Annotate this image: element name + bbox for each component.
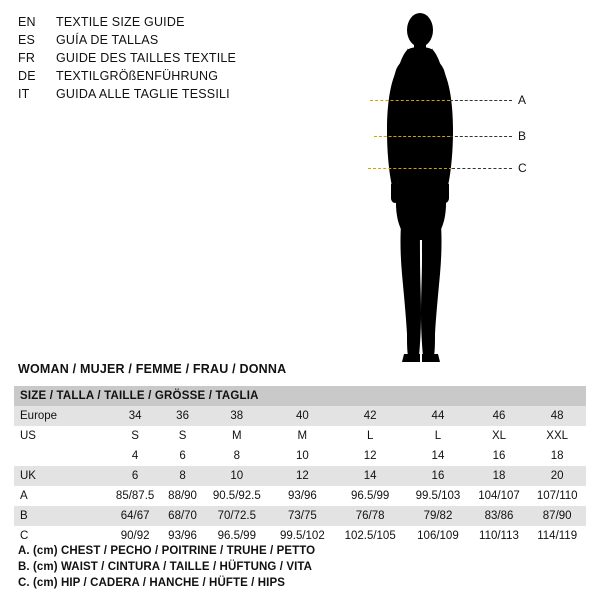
cell: 90/92 bbox=[108, 526, 162, 546]
cell: L bbox=[406, 426, 469, 446]
cell: M bbox=[203, 426, 271, 446]
language-row bbox=[18, 86, 348, 103]
cell: 79/82 bbox=[406, 506, 469, 526]
table-row bbox=[14, 426, 586, 446]
cell: 6 bbox=[162, 446, 203, 466]
table-row bbox=[14, 466, 586, 486]
language-text: TEXTILE SIZE GUIDE bbox=[56, 15, 185, 29]
cell: 70/72.5 bbox=[203, 506, 271, 526]
cell: 114/119 bbox=[528, 526, 586, 546]
language-row bbox=[18, 32, 348, 49]
table-row bbox=[14, 506, 586, 526]
cell: 6 bbox=[108, 466, 162, 486]
cell: 40 bbox=[271, 406, 334, 426]
measure-label-b: B bbox=[518, 129, 527, 143]
cell: 14 bbox=[406, 446, 469, 466]
measure-leader-waist bbox=[450, 136, 512, 138]
cell: 93/96 bbox=[162, 526, 203, 546]
cell: 102.5/105 bbox=[334, 526, 406, 546]
cell: 12 bbox=[271, 466, 334, 486]
cell: 107/110 bbox=[528, 486, 586, 506]
cell: 90.5/92.5 bbox=[203, 486, 271, 506]
language-header bbox=[18, 14, 348, 104]
measure-line-chest bbox=[370, 100, 450, 102]
cell: 20 bbox=[528, 466, 586, 486]
cell: 8 bbox=[203, 446, 271, 466]
measure-leader-hip bbox=[452, 168, 512, 170]
row-label: B bbox=[14, 506, 108, 526]
language-code: IT bbox=[18, 87, 30, 101]
cell: 48 bbox=[528, 406, 586, 426]
table-header-row bbox=[14, 386, 586, 406]
language-text: GUIDA ALLE TAGLIE TESSILI bbox=[56, 87, 230, 101]
cell: 38 bbox=[203, 406, 271, 426]
cell: 36 bbox=[162, 406, 203, 426]
row-label: UK bbox=[14, 466, 108, 486]
cell: 85/87.5 bbox=[108, 486, 162, 506]
measure-label-c: C bbox=[518, 161, 527, 175]
cell: 73/75 bbox=[271, 506, 334, 526]
language-row bbox=[18, 68, 348, 85]
table-header-label: SIZE / TALLA / TAILLE / GRÖSSE / TAGLIA bbox=[14, 386, 586, 406]
row-label: US bbox=[14, 426, 108, 446]
cell: 106/109 bbox=[406, 526, 469, 546]
size-table bbox=[14, 386, 586, 546]
language-row bbox=[18, 14, 348, 31]
section-title: WOMAN / MUJER / FEMME / FRAU / DONNA bbox=[18, 362, 287, 376]
cell: M bbox=[271, 426, 334, 446]
measure-leader-chest bbox=[450, 100, 512, 102]
language-text: GUIDE DES TAILLES TEXTILE bbox=[56, 51, 237, 65]
cell: 42 bbox=[334, 406, 406, 426]
cell: 87/90 bbox=[528, 506, 586, 526]
language-code: DE bbox=[18, 69, 36, 83]
language-code: FR bbox=[18, 51, 36, 65]
cell: 10 bbox=[203, 466, 271, 486]
language-row bbox=[18, 50, 348, 67]
note-chest: A. (cm) CHEST / PECHO / POITRINE / TRUHE / PETTO bbox=[18, 545, 316, 557]
cell: S bbox=[108, 426, 162, 446]
row-label: C bbox=[14, 526, 108, 546]
cell: XXL bbox=[528, 426, 586, 446]
cell: 16 bbox=[406, 466, 469, 486]
cell: 93/96 bbox=[271, 486, 334, 506]
cell: 12 bbox=[334, 446, 406, 466]
table-row bbox=[14, 406, 586, 426]
language-code: ES bbox=[18, 33, 36, 47]
cell: 10 bbox=[271, 446, 334, 466]
body-figure bbox=[352, 8, 582, 368]
cell: 88/90 bbox=[162, 486, 203, 506]
cell: L bbox=[334, 426, 406, 446]
cell: 99.5/103 bbox=[406, 486, 469, 506]
measure-line-hip bbox=[368, 168, 452, 170]
cell: 96.5/99 bbox=[203, 526, 271, 546]
cell: 83/86 bbox=[470, 506, 529, 526]
cell: 34 bbox=[108, 406, 162, 426]
note-waist: B. (cm) WAIST / CINTURA / TAILLE / HÜFTUNG / VITA bbox=[18, 561, 313, 573]
note-hip: C. (cm) HIP / CADERA / HANCHE / HÜFTE / HIPS bbox=[18, 577, 286, 589]
language-code: EN bbox=[18, 15, 36, 29]
table-row bbox=[14, 486, 586, 506]
cell: 14 bbox=[334, 466, 406, 486]
cell: 110/113 bbox=[470, 526, 529, 546]
cell: 8 bbox=[162, 466, 203, 486]
female-silhouette-icon bbox=[352, 8, 582, 368]
measure-label-a: A bbox=[518, 93, 527, 107]
cell: 46 bbox=[470, 406, 529, 426]
measure-line-waist bbox=[374, 136, 450, 138]
row-label: A bbox=[14, 486, 108, 506]
cell: 104/107 bbox=[470, 486, 529, 506]
row-label: Europe bbox=[14, 406, 108, 426]
cell: 64/67 bbox=[108, 506, 162, 526]
cell: 18 bbox=[528, 446, 586, 466]
cell: 16 bbox=[470, 446, 529, 466]
cell: 68/70 bbox=[162, 506, 203, 526]
language-text: TEXTILGRÖßENFÜHRUNG bbox=[56, 69, 219, 83]
language-text: GUÍA DE TALLAS bbox=[56, 33, 159, 47]
cell: 76/78 bbox=[334, 506, 406, 526]
cell: S bbox=[162, 426, 203, 446]
cell: 44 bbox=[406, 406, 469, 426]
cell: 18 bbox=[470, 466, 529, 486]
cell: 99.5/102 bbox=[271, 526, 334, 546]
measurement-notes bbox=[18, 543, 578, 591]
row-label bbox=[14, 446, 108, 466]
cell: 96.5/99 bbox=[334, 486, 406, 506]
table-row bbox=[14, 446, 586, 466]
cell: 4 bbox=[108, 446, 162, 466]
cell: XL bbox=[470, 426, 529, 446]
